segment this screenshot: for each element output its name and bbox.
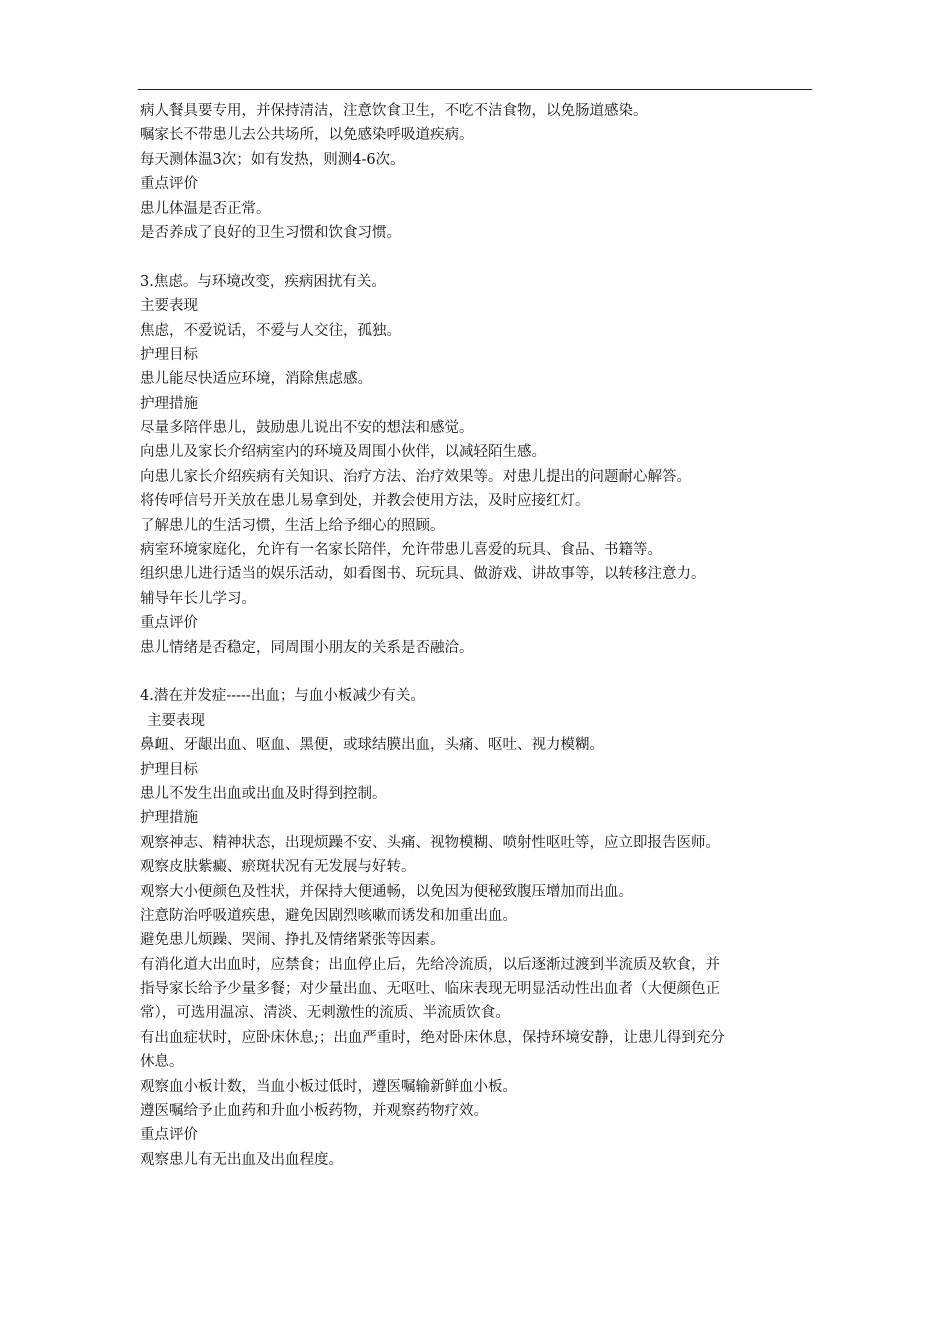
paragraph: 注意防治呼吸道疾患，避免因剧烈咳嗽而诱发和加重出血。 xyxy=(140,907,517,924)
paragraph: 患儿能尽快适应环境，消除焦虑感。 xyxy=(140,371,372,388)
paragraph: 避免患儿烦躁、哭闹、挣扎及情绪紧张等因素。 xyxy=(140,932,445,949)
paragraph: 组织患儿进行适当的娱乐活动，如看图书、玩玩具、做游戏、讲故事等，以转移注意力。 xyxy=(140,566,706,583)
paragraph: 观察血小板计数，当血小板过低时，遵医嘱输新鲜血小板。 xyxy=(140,1078,517,1095)
paragraph: 患儿不发生出血或出血及时得到控制。 xyxy=(140,785,387,802)
section-heading: 重点评价 xyxy=(140,1127,198,1144)
paragraph: 病人餐具要专用，并保持清洁，注意饮食卫生，不吃不洁食物，以免肠道感染。 xyxy=(140,103,648,119)
paragraph: 是否养成了良好的卫生习惯和饮食习惯。 xyxy=(140,224,401,241)
paragraph: 观察神志、精神状态，出现烦躁不安、头痛、视物模糊、喷射性呕吐等，应立即报告医师。 xyxy=(140,834,720,851)
paragraph: 每天测体温3次；如有发热，则测4-6次。 xyxy=(140,151,405,168)
paragraph: 鼻衄、牙龈出血、呕血、黑便，或球结膜出血，头痛、呕吐、视力模糊。 xyxy=(140,737,604,754)
paragraph: 将传呼信号开关放在患儿易拿到处，并教会使用方法，及时应接红灯。 xyxy=(140,493,590,510)
section-title: 4.潜在并发症-----出血；与血小板减少有关。 xyxy=(140,688,425,705)
paragraph: 病室环境家庭化，允许有一名家长陪伴，允许带患儿喜爱的玩具、食品、书籍等。 xyxy=(140,542,662,559)
paragraph: 向患儿家长介绍疾病有关知识、治疗方法、治疗效果等。对患儿提出的问题耐心解答。 xyxy=(140,468,691,485)
section-heading: 护理目标 xyxy=(140,761,198,778)
paragraph: 观察大小便颜色及性状，并保持大便通畅，以免因为便秘致腹压增加而出血。 xyxy=(140,883,633,900)
section-heading: 重点评价 xyxy=(140,176,198,193)
blank-line xyxy=(140,660,825,684)
header-rule xyxy=(138,89,812,90)
paragraph: 指导家长给予少量多餐；对少量出血、无呕吐、临床表现无明显活动性出血者（大便颜色正 xyxy=(140,981,720,998)
paragraph: 观察皮肤紫癜、瘀斑状况有无发展与好转。 xyxy=(140,859,416,876)
section-heading: 主要表现 xyxy=(147,712,205,729)
section-title: 3.焦虑。与环境改变，疾病困扰有关。 xyxy=(140,273,386,290)
section-heading: 护理措施 xyxy=(140,395,198,412)
paragraph: 常），可选用温凉、清淡、无刺激性的流质、半流质饮食。 xyxy=(140,1005,510,1022)
document-body xyxy=(140,99,825,1172)
paragraph: 有消化道大出血时，应禁食；出血停止后，先给冷流质，以后逐渐过渡到半流质及软食，并 xyxy=(140,956,720,973)
section-heading: 护理措施 xyxy=(140,810,198,827)
paragraph: 患儿情绪是否稳定，同周围小朋友的关系是否融洽。 xyxy=(140,639,474,656)
section-heading: 护理目标 xyxy=(140,346,198,363)
paragraph: 有出血症状时，应卧床休息;；出血严重时，绝对卧床休息，保持环境安静，让患儿得到充分 xyxy=(140,1029,725,1046)
section-heading: 重点评价 xyxy=(140,615,198,632)
paragraph: 焦虑，不爱说话，不爱与人交往，孤独。 xyxy=(140,322,401,339)
paragraph: 嘱家长不带患儿去公共场所，以免感染呼吸道疾病。 xyxy=(140,127,474,144)
paragraph: 辅导年长儿学习。 xyxy=(140,590,256,607)
blank-line xyxy=(140,245,825,269)
paragraph: 了解患儿的生活习惯，生活上给予细心的照顾。 xyxy=(140,517,445,534)
paragraph: 休息。 xyxy=(140,1054,184,1071)
paragraph: 尽量多陪伴患儿，鼓励患儿说出不安的想法和感觉。 xyxy=(140,420,474,437)
paragraph: 遵医嘱给予止血药和升血小板药物，并观察药物疗效。 xyxy=(140,1103,488,1120)
paragraph: 向患儿及家长介绍病室内的环境及周围小伙伴，以减轻陌生感。 xyxy=(140,444,546,461)
paragraph: 观察患儿有无出血及出血程度。 xyxy=(140,1151,343,1168)
paragraph: 患儿体温是否正常。 xyxy=(140,200,271,217)
section-heading: 主要表现 xyxy=(140,298,198,315)
